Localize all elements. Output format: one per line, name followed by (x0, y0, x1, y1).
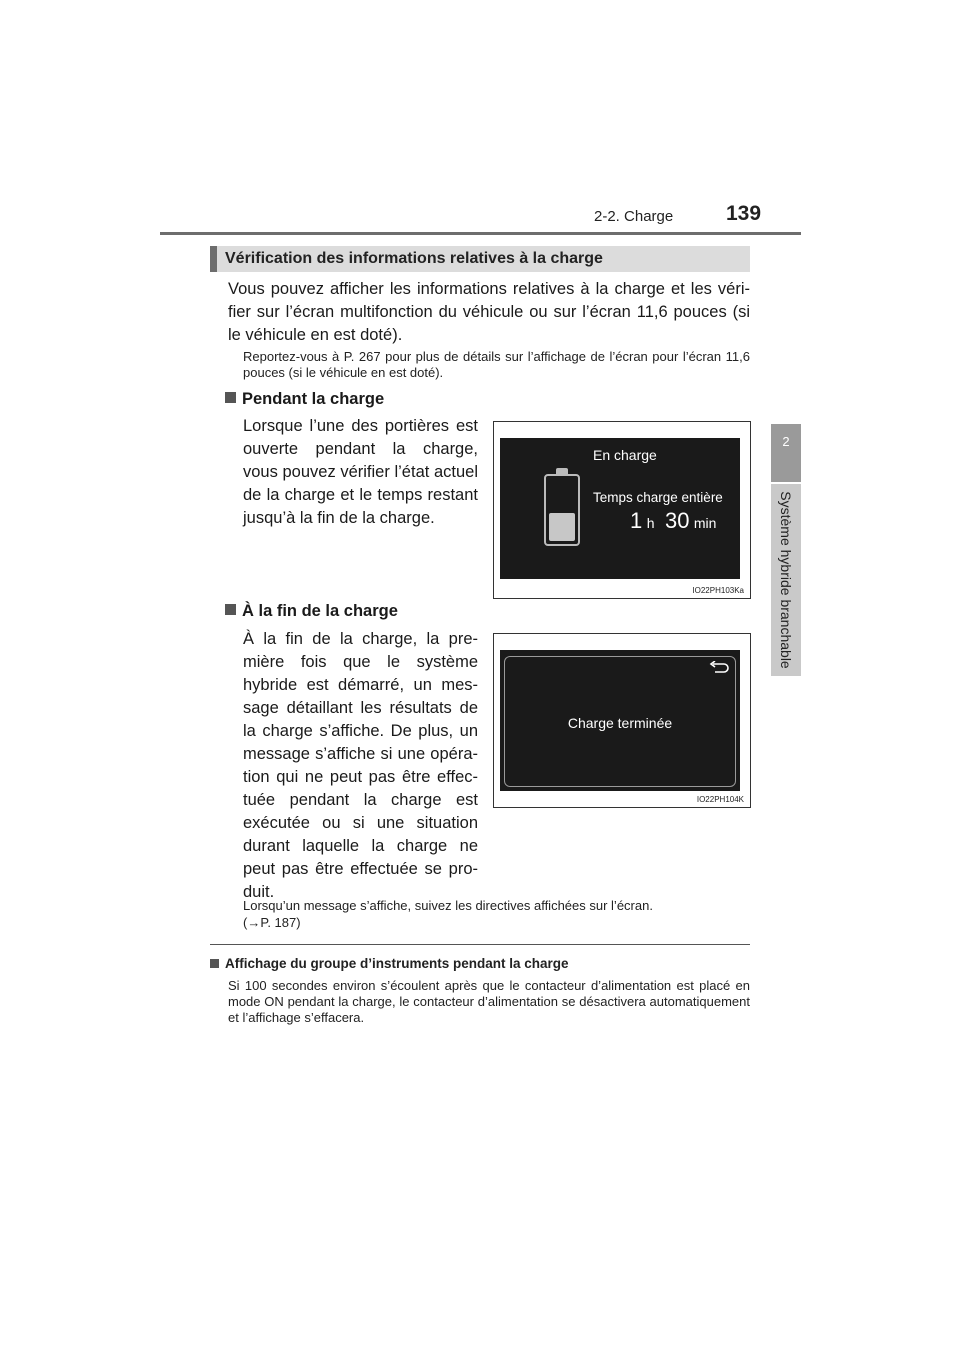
instrument-display-heading (210, 956, 569, 971)
instrument-display-heading-text: Affichage du groupe d’instruments pendant la charge (225, 956, 569, 971)
subsection-heading-charging (225, 390, 384, 409)
chapter-tab-number (771, 424, 801, 482)
message-frame (504, 656, 736, 787)
charge-complete-display (500, 650, 740, 791)
square-bullet-icon (225, 604, 236, 615)
battery-level-fill (549, 513, 575, 541)
chapter-tab-label (771, 484, 801, 676)
figure-charging-screen (493, 421, 751, 599)
intro-paragraph: Vous pouvez afficher les informations relatives à la charge et les véri-fier sur l’écran multifonction du véhicule ou sur l’écran 11,6 pouces (si le véhicule en est doté). (228, 280, 750, 344)
page-reference: (→P. 187) (243, 915, 301, 930)
instrument-display-text: Si 100 secondes environ s’écoulent après que le contacteur d’alimentation est placé en mode ON pendant la charge, le contacteur d’alimentation se désactivera automatiquement et l’affichage s’effacera. (228, 978, 750, 1025)
square-bullet-icon (225, 392, 236, 403)
charging-display (500, 438, 740, 579)
divider (210, 944, 750, 945)
hours-unit: h (646, 515, 655, 531)
remaining-time (630, 508, 716, 534)
page-number: 139 (726, 202, 762, 225)
full-charge-time-label: Temps charge entière (593, 490, 723, 505)
figure-caption: IO22PH103Ka (692, 586, 744, 595)
intro-note: Reportez-vous à P. 267 pour plus de détails sur l’affichage de l’écran pour l’écran 11,6 pouces (si le véhicule en est doté). (243, 349, 750, 380)
section-marker (210, 246, 217, 272)
charging-status-text: En charge (593, 447, 657, 463)
figure-charge-complete-screen (493, 633, 751, 808)
square-bullet-icon (210, 959, 219, 968)
chapter-number: 2 (782, 434, 790, 449)
message-note-line: Lorsqu’un message s’affiche, suivez les directives affichées sur l’écran. (243, 898, 653, 913)
section-title: Vérification des informations relatives à la charge (225, 250, 603, 267)
subsection-heading-text: Pendant la charge (242, 390, 385, 408)
return-arrow-icon (709, 661, 729, 680)
subsection-body-end: À la fin de la charge, la pre-mière fois que le système hybride est démarré, un mes-sage détaillant les résultats de la charge s’affiche. De plus, un message s’affiche si une opéra-tion qui ne peut pas être effec-tuée pendant la charge est exécutée ou si une situation durant laquelle la charge ne peut pas être effectuée se pro-duit. (243, 630, 478, 901)
header-rule (160, 232, 801, 235)
header-section: 2-2. Charge (594, 208, 674, 225)
hours-value: 1 (630, 508, 643, 533)
minutes-value: 30 (664, 508, 690, 533)
charge-complete-message: Charge terminée (567, 715, 673, 731)
minutes-unit: min (693, 515, 717, 531)
section-title-bar (210, 246, 750, 272)
subsection-heading-end (225, 602, 398, 621)
battery-icon (544, 468, 580, 546)
figure-caption: IO22PH104K (696, 795, 744, 804)
chapter-label: Système hybride branchable (778, 491, 794, 669)
subsection-heading-text: À la fin de la charge (242, 602, 398, 620)
subsection-body-charging: Lorsque l’une des portières est ouverte pendant la charge, vous pouvez vérifier l’état actuel de la charge et le temps restant jusqu’à la fin de la charge. (243, 417, 478, 527)
message-note (243, 897, 750, 931)
